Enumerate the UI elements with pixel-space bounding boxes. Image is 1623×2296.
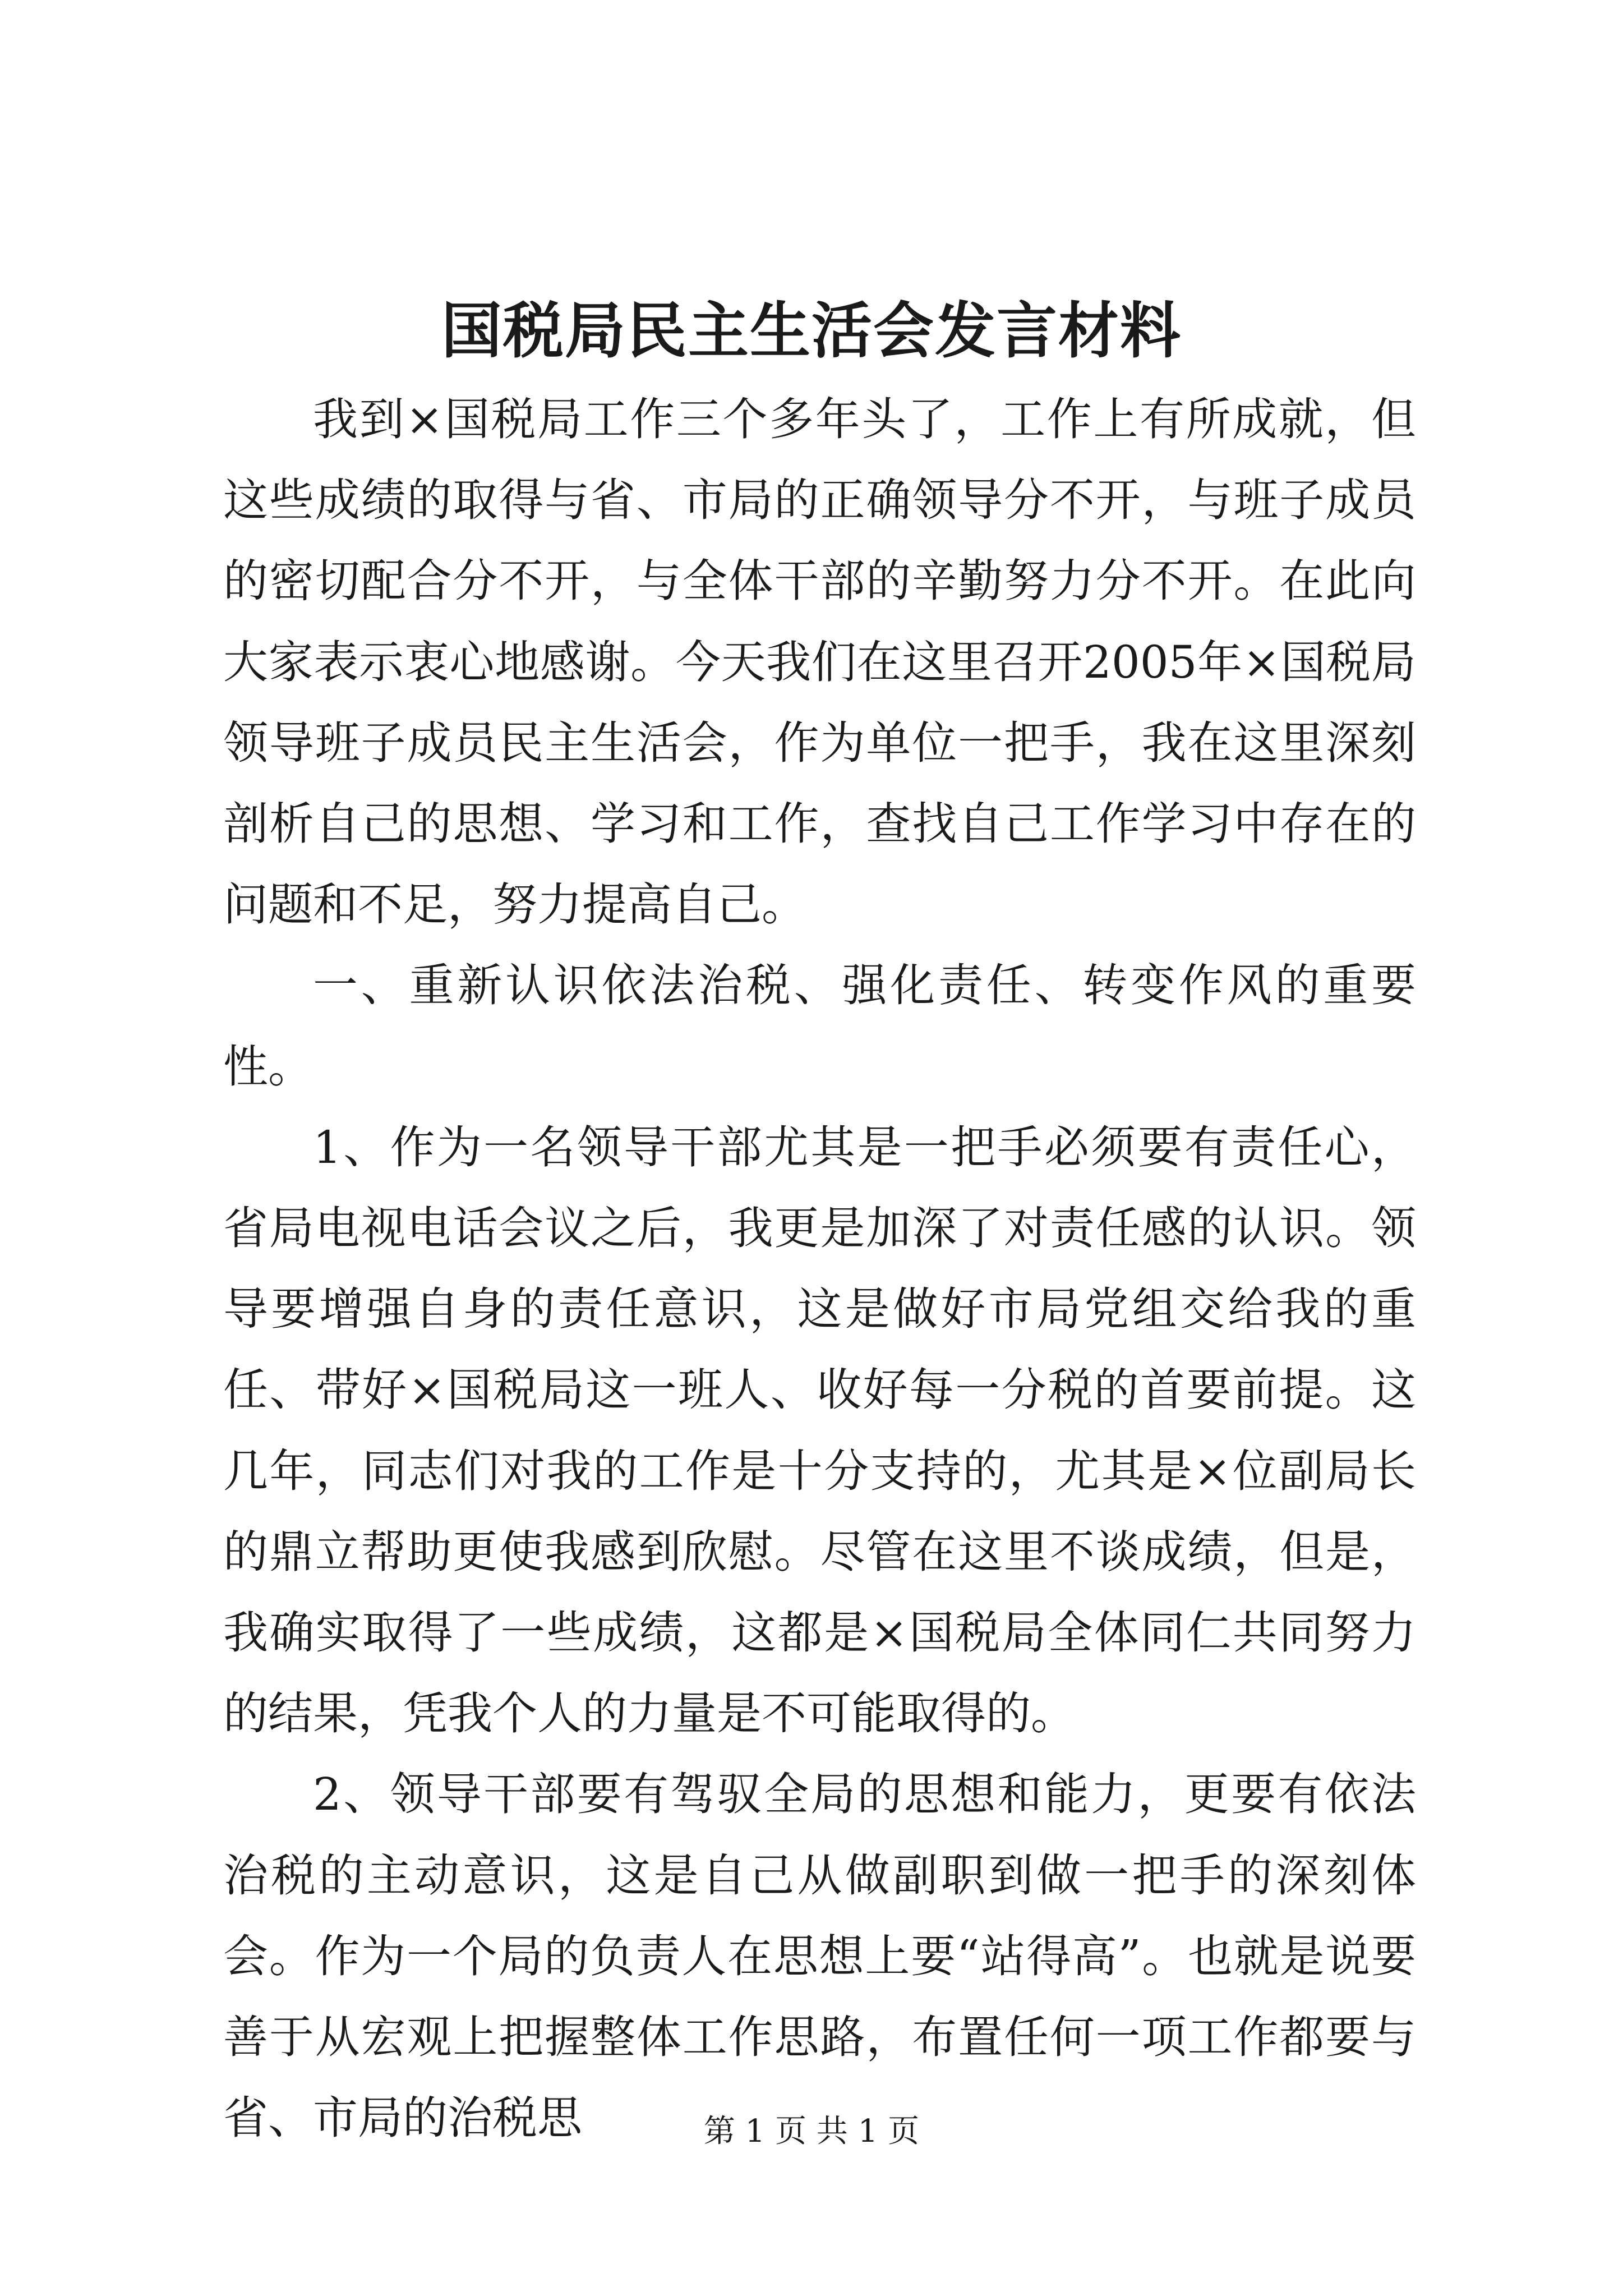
- page-number-footer: 第 1 页 共 1 页: [703, 2113, 920, 2150]
- document-body: [223, 379, 1416, 2159]
- paragraph-section-heading: 一、重新认识依法治税、强化责任、转变作风的重要性。: [223, 959, 1416, 1093]
- document-title: 国税局民主生活会发言材料: [441, 296, 1182, 366]
- paragraph-point-1: 1、作为一名领导干部尤其是一把手必须要有责任心，省局电视电话会议之后，我更是加深了对责任感的认识。领导要增强自身的责任意识，这是做好市局党组交给我的重任、带好×国税局这一班人、收好每一分税的首要前提。这几年，同志们对我的工作是十分支持的，尤其是×位副局长的鼎立帮助更使我感到欣慰。尽管在这里不谈成绩，但是，我确实取得了一些成绩，这都是×国税局全体同仁共同努力的结果，凭我个人的力量是不可能取得的。: [223, 1121, 1416, 1740]
- paragraph-intro: 我到×国税局工作三个多年头了，工作上有所成就，但这些成绩的取得与省、市局的正确领导分不开，与班子成员的密切配合分不开，与全体干部的辛勤努力分不开。在此向大家表示衷心地感谢。今天我们在这里召开2005年×国税局领导班子成员民主生活会，作为单位一把手，我在这里深刻剖析自己的思想、学习和工作，查找自己工作学习中存在的问题和不足，努力提高自己。: [223, 393, 1416, 931]
- paragraph-point-2: 2、领导干部要有驾驭全局的思想和能力，更要有依法治税的主动意识，这是自己从做副职到做一把手的深刻体会。作为一个局的负责人在思想上要“站得高”。也就是说要善于从宏观上把握整体工作思路，布置任何一项工作都要与省、市局的治税思: [223, 1768, 1416, 2145]
